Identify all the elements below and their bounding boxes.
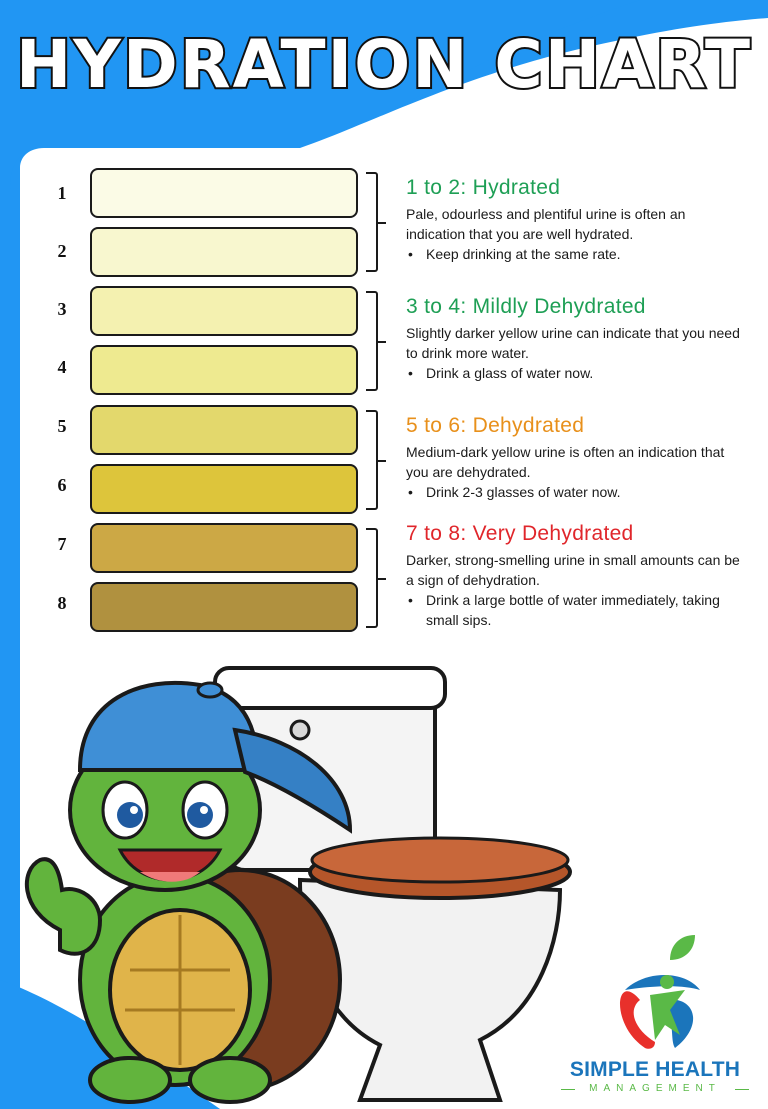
level-description: Pale, odourless and plentiful urine is often an indication that you are well hydrated. <box>406 206 686 242</box>
color-swatch-6 <box>90 464 358 514</box>
level-block-very-dehydrated <box>406 522 746 630</box>
color-swatch-4 <box>90 345 358 395</box>
scale-number-1: 1 <box>57 183 67 203</box>
scale-number-7: 7 <box>57 534 67 554</box>
level-heading: 1 to 2: Hydrated <box>406 176 561 199</box>
color-swatch-5 <box>90 405 358 455</box>
bracket-group-1 <box>366 172 378 272</box>
scale-number-4: 4 <box>57 357 67 377</box>
level-heading: 5 to 6: Dehydrated <box>406 414 585 437</box>
level-heading: 3 to 4: Mildly Dehydrated <box>406 295 646 318</box>
bracket-group-4 <box>366 528 378 628</box>
simple-health-logo <box>555 930 755 1100</box>
bracket-group-2 <box>366 291 378 391</box>
color-swatch-2 <box>90 227 358 277</box>
level-advice: • Drink a glass of water now. <box>406 363 746 383</box>
turtle-toilet-illustration <box>0 660 600 1109</box>
level-heading: 7 to 8: Very Dehydrated <box>406 522 634 545</box>
color-swatch-8 <box>90 582 358 632</box>
bracket-group-3 <box>366 410 378 510</box>
apple-person-logo-icon <box>555 930 755 1055</box>
level-block-mildly-dehydrated <box>406 295 746 383</box>
level-block-dehydrated <box>406 414 746 502</box>
level-block-hydrated <box>406 176 746 264</box>
scale-number-3: 3 <box>57 299 67 319</box>
scale-number-5: 5 <box>57 416 67 436</box>
scale-number-8: 8 <box>57 593 67 613</box>
color-swatch-3 <box>90 286 358 336</box>
logo-name: SIMPLE HEALTH <box>569 1058 741 1081</box>
scale-number-6: 6 <box>57 475 67 495</box>
level-advice: • Drink a large bottle of water immediately, taking small sips. <box>406 590 746 630</box>
level-advice: • Keep drinking at the same rate. <box>406 244 746 264</box>
color-swatch-7 <box>90 523 358 573</box>
page-title: HYDRATION CHART <box>15 26 753 103</box>
level-description: Darker, strong-smelling urine in small amounts can be a sign of dehydration. <box>406 552 740 588</box>
level-description: Medium-dark yellow urine is often an indication that you are dehydrated. <box>406 444 725 480</box>
scale-number-2: 2 <box>57 241 67 261</box>
color-swatch-1 <box>90 168 358 218</box>
level-description: Slightly darker yellow urine can indicate that you need to drink more water. <box>406 325 740 361</box>
level-advice: • Drink 2-3 glasses of water now. <box>406 482 746 502</box>
logo-tagline: MANAGEMENT <box>555 1083 755 1094</box>
